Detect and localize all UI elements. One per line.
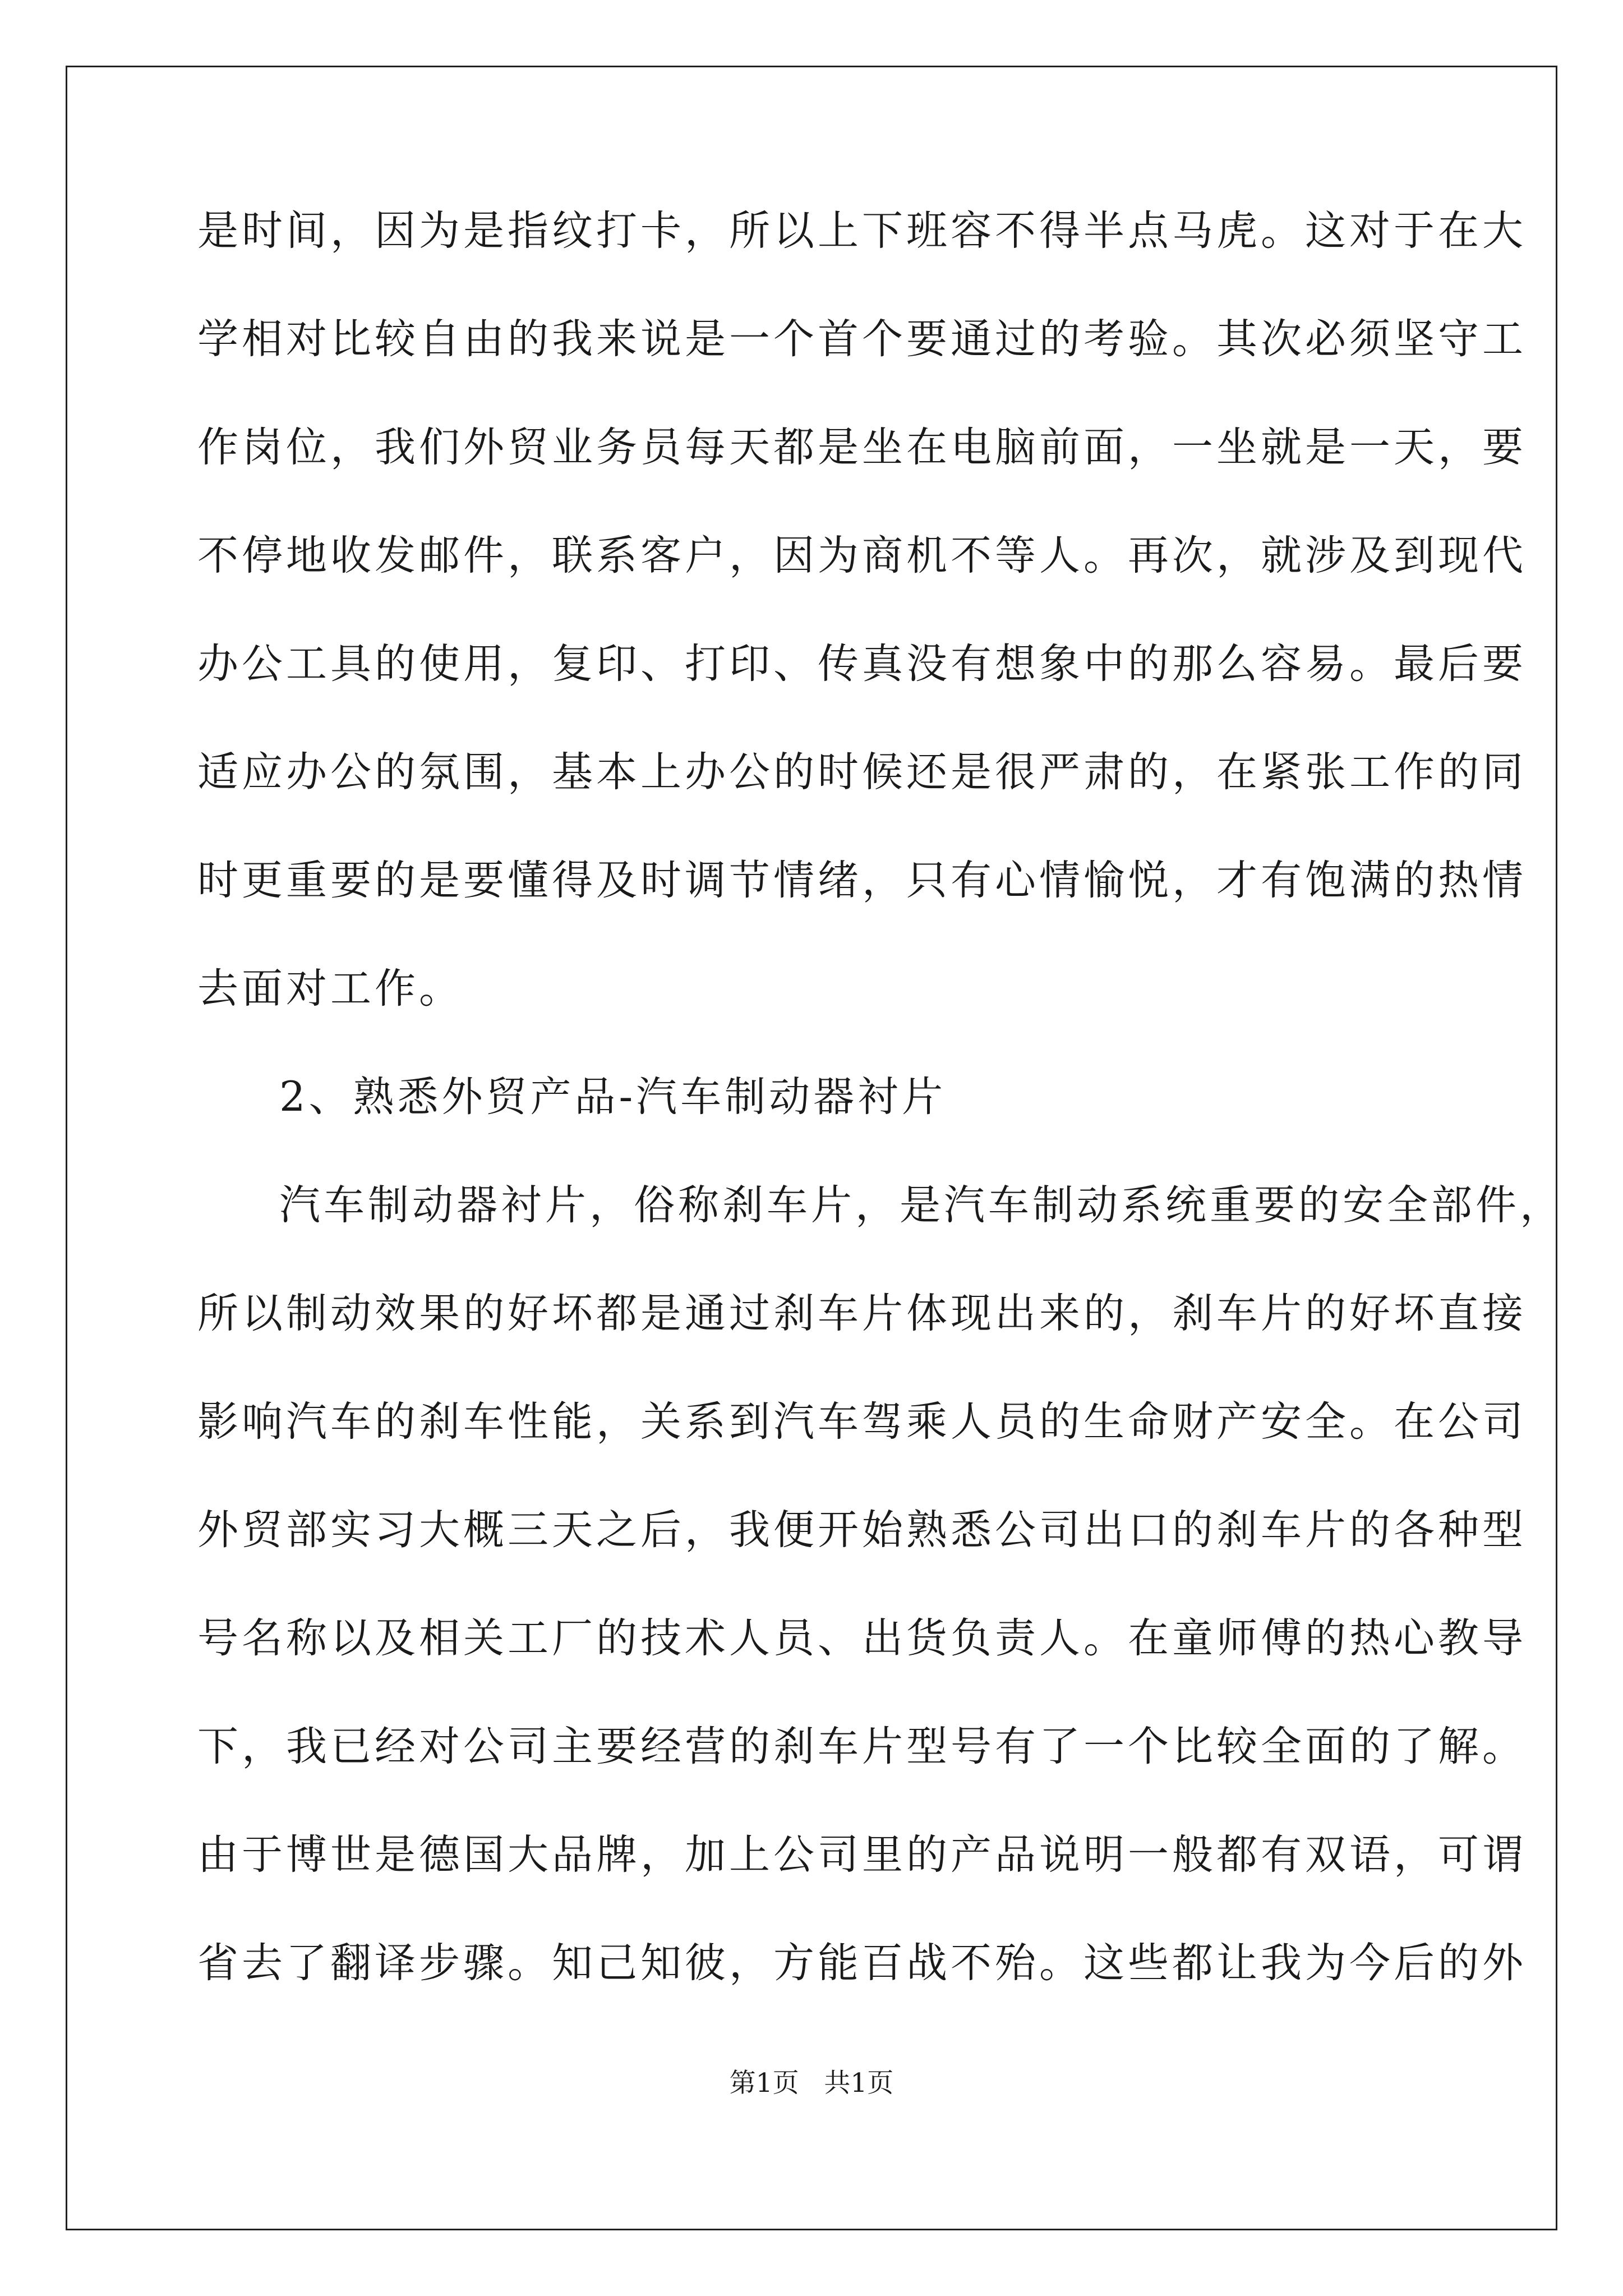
page-footer: 第1页 共1页 bbox=[729, 2068, 894, 2099]
text-line: 学相对比较自由的我来说是一个首个要通过的考验。其次必须坚守工 bbox=[197, 315, 1527, 363]
text-line: 外贸部实习大概三天之后，我便开始熟悉公司出口的刹车片的各种型 bbox=[197, 1506, 1527, 1554]
text-line: 时更重要的是要懂得及时调节情绪，只有心情愉悦，才有饱满的热情 bbox=[197, 857, 1527, 904]
text-line: 去面对工作。 bbox=[197, 965, 463, 1013]
text-line: 所以制动效果的好坏都是通过刹车片体现出来的，刹车片的好坏直接 bbox=[197, 1290, 1527, 1337]
text-line: 办公工具的使用，复印、打印、传真没有想象中的那么容易。最后要 bbox=[197, 640, 1527, 688]
text-line: 作岗位，我们外贸业务员每天都是坐在电脑前面，一坐就是一天，要 bbox=[197, 424, 1527, 471]
text-line: 号名称以及相关工厂的技术人员、出货负责人。在童师傅的热心教导 bbox=[197, 1614, 1527, 1662]
text-line: 由于博世是德国大品牌，加上公司里的产品说明一般都有双语，可谓 bbox=[197, 1831, 1527, 1879]
text-line: 是时间，因为是指纹打卡，所以上下班容不得半点马虎。这对于在大 bbox=[197, 207, 1527, 255]
text-line: 2、熟悉外贸产品-汽车制动器衬片 bbox=[279, 1073, 947, 1121]
text-line: 省去了翻译步骤。知己知彼，方能百战不殆。这些都让我为今后的外 bbox=[197, 1939, 1527, 1987]
text-line: 汽车制动器衬片，俗称刹车片，是汽车制动系统重要的安全部件， bbox=[279, 1181, 1564, 1229]
body-text bbox=[197, 207, 1564, 2051]
text-line: 不停地收发邮件，联系客户，因为商机不等人。再次，就涉及到现代 bbox=[197, 532, 1527, 579]
text-line: 适应办公的氛围，基本上办公的时候还是很严肃的，在紧张工作的同 bbox=[197, 748, 1527, 796]
text-line: 下，我已经对公司主要经营的刹车片型号有了一个比较全面的了解。 bbox=[197, 1723, 1527, 1770]
text-line: 影响汽车的刹车性能，关系到汽车驾乘人员的生命财产安全。在公司 bbox=[197, 1398, 1527, 1446]
